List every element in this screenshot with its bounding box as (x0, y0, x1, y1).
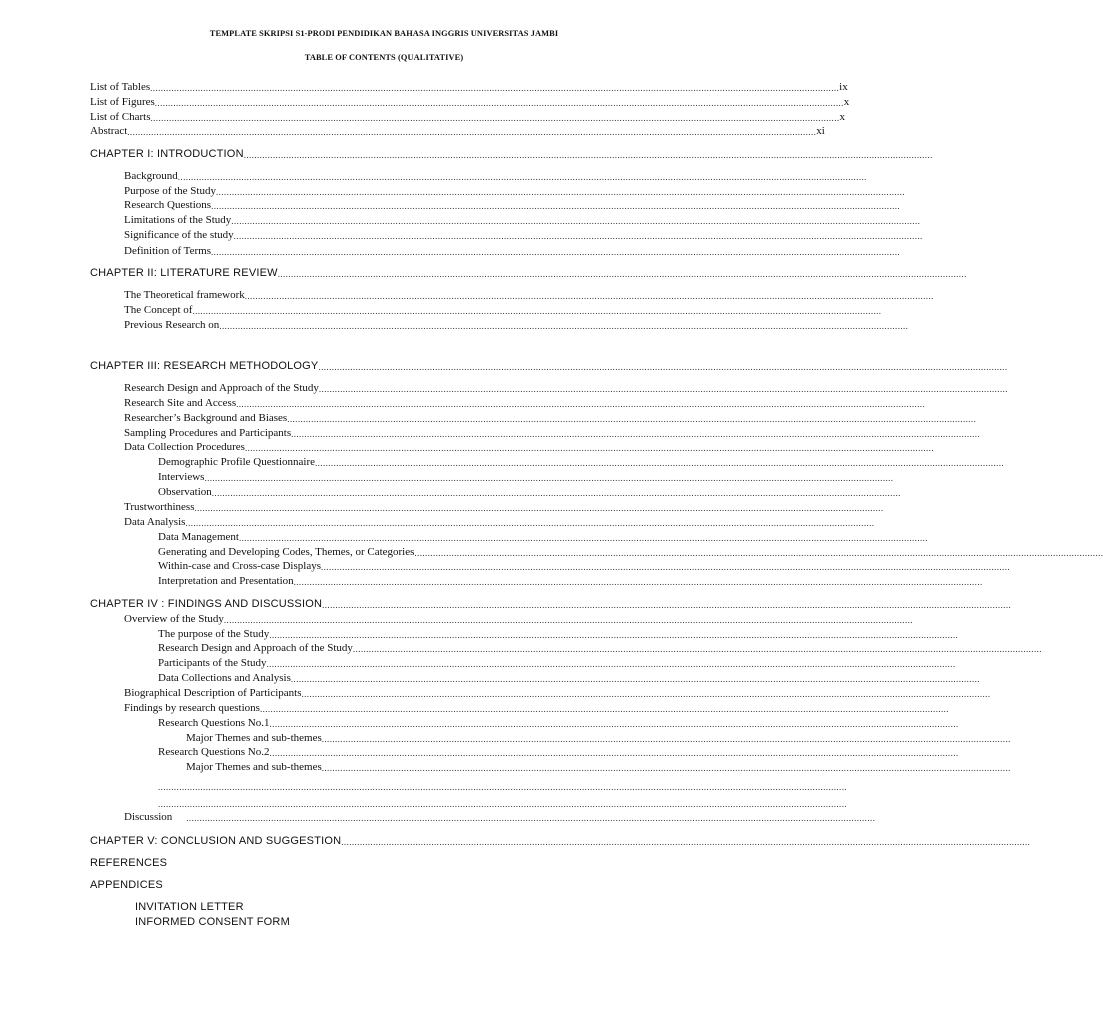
toc-entry-list-of-charts: List of Charts .................................................................................................................................................................................................................................................................... x (90, 111, 845, 123)
toc-entry-list-of-figures: List of Figures .................................................................................................................................................................................................................................................................... x (90, 96, 850, 108)
dot-leader: .................................................................................................................................................................................................................................................................... (236, 399, 926, 409)
toc-entry: Researcher’s Background and Biases .................................................................................................................................................................................................................................................................... (124, 412, 977, 424)
toc-entry: Observation .................................................................................................................................................................................................................................................................... (158, 486, 901, 498)
toc-references: REFERENCES (90, 857, 168, 869)
dot-leader: .................................................................................................................................................................................................................................................................... (150, 113, 840, 123)
dot-leader: .................................................................................................................................................................................................................................................................... (293, 577, 983, 587)
toc-chapter-2: CHAPTER II: LITERATURE REVIEW .................................................................................................................................................................................................................................................................... (90, 267, 967, 279)
toc-entry: Biographical Description of Participants .................................................................................................................................................................................................................................................................... (124, 687, 991, 699)
toc-entry: Purpose of the Study .................................................................................................................................................................................................................................................................... (124, 185, 905, 197)
toc-entry: The Theoretical framework .................................................................................................................................................................................................................................................................... (124, 289, 934, 301)
dot-leader: .................................................................................................................................................................................................................................................................... (269, 630, 959, 640)
toc-entry: Research Design and Approach of the Study .................................................................................................................................................................................................................................................................... (124, 382, 1008, 394)
toc-entry: Data Collections and Analysis .................................................................................................................................................................................................................................................................... (158, 672, 980, 684)
toc-entry: Major Themes and sub-themes .................................................................................................................................................................................................................................................................... (186, 761, 1011, 773)
dot-leader: .................................................................................................................................................................................................................................................................... (287, 414, 977, 424)
dot-leader: .................................................................................................................................................................................................................................................................... (223, 615, 913, 625)
dot-leader: .................................................................................................................................................................................................................................................................... (158, 782, 847, 792)
dot-leader: .................................................................................................................................................................................................................................................................... (321, 763, 1011, 773)
toc-entry-blank (158, 796, 847, 811)
dot-leader: .................................................................................................................................................................................................................................................................... (185, 518, 875, 528)
toc-entry: Generating and Developing Codes, Themes, or Categories .................................................................................................................................................................................................................................................................... (158, 546, 1103, 558)
dot-leader: .................................................................................................................................................................................................................................................................... (192, 306, 882, 316)
dot-leader: .................................................................................................................................................................................................................................................................... (269, 719, 959, 729)
toc-entry-list-of-tables: List of Tables .................................................................................................................................................................................................................................................................... ix (90, 81, 848, 93)
dot-leader: .................................................................................................................................................................................................................................................................... (211, 488, 901, 498)
dot-leader: .................................................................................................................................................................................................................................................................... (290, 674, 980, 684)
dot-leader: .................................................................................................................................................................................................................................................................... (238, 533, 928, 543)
dot-leader: .................................................................................................................................................................................................................................................................... (244, 443, 934, 453)
dot-leader: .................................................................................................................................................................................................................................................................... (177, 172, 867, 182)
dot-leader: .................................................................................................................................................................................................................................................................... (414, 548, 1103, 558)
dot-leader: .................................................................................................................................................................................................................................................................... (150, 83, 840, 93)
dot-leader: .................................................................................................................................................................................................................................................................... (219, 321, 909, 331)
dot-leader: .................................................................................................................................................................................................................................................................... (127, 127, 817, 137)
dot-leader: .................................................................................................................................................................................................................................................................... (215, 187, 905, 197)
toc-chapter-5: CHAPTER V: CONCLUSION AND SUGGESTION .................................................................................................................................................................................................................................................................... (90, 835, 1031, 847)
dot-leader: .................................................................................................................................................................................................................................................................... (318, 384, 1008, 394)
toc-entry: Research Design and Approach of the Study .................................................................................................................................................................................................................................................................... (158, 642, 1042, 654)
dot-leader: .................................................................................................................................................................................................................................................................... (243, 150, 933, 160)
document-header: TEMPLATE SKRIPSI S1-PRODI PENDIDIKAN BAHASA INGGRIS UNIVERSITAS JAMBI (209, 29, 559, 38)
dot-leader: .................................................................................................................................................................................................................................................................... (244, 291, 934, 301)
toc-entry: Data Collection Procedures .................................................................................................................................................................................................................................................................... (124, 441, 934, 453)
dot-leader: .................................................................................................................................................................................................................................................................... (352, 644, 1042, 654)
dot-leader: .................................................................................................................................................................................................................................................................... (266, 659, 956, 669)
dot-leader: .................................................................................................................................................................................................................................................................... (233, 231, 923, 241)
toc-entry: Major Themes and sub-themes .................................................................................................................................................................................................................................................................... (186, 732, 1011, 744)
toc-entry: Research Questions .................................................................................................................................................................................................................................................................... (124, 199, 901, 211)
dot-leader: .................................................................................................................................................................................................................................................................... (318, 362, 1008, 372)
dot-leader: .................................................................................................................................................................................................................................................................... (321, 734, 1011, 744)
toc-entry: Within-case and Cross-case Displays .................................................................................................................................................................................................................................................................... (158, 560, 1010, 572)
toc-entry: Significance of the study .................................................................................................................................................................................................................................................................... (124, 229, 923, 241)
dot-leader: .................................................................................................................................................................................................................................................................... (322, 600, 1012, 610)
toc-entry: Background .................................................................................................................................................................................................................................................................... (124, 170, 867, 182)
toc-entry: Research Questions No.2 .................................................................................................................................................................................................................................................................... (158, 746, 959, 758)
dot-leader: .................................................................................................................................................................................................................................................................... (301, 689, 991, 699)
dot-leader: .................................................................................................................................................................................................................................................................... (315, 458, 1005, 468)
toc-entry: Research Questions No.1 .................................................................................................................................................................................................................................................................... (158, 717, 959, 729)
toc-chapter-3: CHAPTER III: RESEARCH METHODOLOGY .................................................................................................................................................................................................................................................................... (90, 360, 1008, 372)
toc-title: TABLE OF CONTENTS (QUALITATIVE) (304, 53, 464, 62)
toc-appendix-invitation-letter: INVITATION LETTER (135, 901, 244, 913)
dot-leader: .................................................................................................................................................................................................................................................................... (158, 799, 847, 809)
toc-appendices: APPENDICES (90, 879, 163, 891)
dot-leader: .................................................................................................................................................................................................................................................................... (154, 98, 844, 108)
dot-leader: .................................................................................................................................................................................................................................................................... (259, 704, 949, 714)
toc-entry: Trustworthiness .................................................................................................................................................................................................................................................................... (124, 501, 884, 513)
dot-leader: .................................................................................................................................................................................................................................................................... (211, 247, 901, 257)
toc-entry: Data Analysis .................................................................................................................................................................................................................................................................... (124, 516, 875, 528)
toc-entry: Findings by research questions .................................................................................................................................................................................................................................................................... (124, 702, 949, 714)
dot-leader: .................................................................................................................................................................................................................................................................... (186, 813, 876, 823)
toc-appendix-informed-consent: INFORMED CONSENT FORM (135, 916, 290, 928)
toc-entry: Interpretation and Presentation .................................................................................................................................................................................................................................................................... (158, 575, 983, 587)
dot-leader: .................................................................................................................................................................................................................................................................... (211, 201, 901, 211)
toc-entry: Data Management .................................................................................................................................................................................................................................................................... (158, 531, 928, 543)
toc-entry: The Concept of .................................................................................................................................................................................................................................................................... (124, 304, 882, 316)
dot-leader: .................................................................................................................................................................................................................................................................... (269, 748, 959, 758)
dot-leader: .................................................................................................................................................................................................................................................................... (204, 473, 894, 483)
toc-chapter-4: CHAPTER IV : FINDINGS AND DISCUSSION .................................................................................................................................................................................................................................................................... (90, 598, 1012, 610)
toc-entry: The purpose of the Study .................................................................................................................................................................................................................................................................... (158, 628, 959, 640)
toc-entry: Demographic Profile Questionnaire .................................................................................................................................................................................................................................................................... (158, 456, 1005, 468)
dot-leader: .................................................................................................................................................................................................................................................................... (291, 429, 981, 439)
toc-entry-blank (158, 779, 847, 794)
toc-entry: Overview of the Study .................................................................................................................................................................................................................................................................... (124, 613, 913, 625)
dot-leader: .................................................................................................................................................................................................................................................................... (341, 837, 1031, 847)
toc-entry: Previous Research on .................................................................................................................................................................................................................................................................... (124, 319, 909, 331)
dot-leader: .................................................................................................................................................................................................................................................................... (194, 503, 884, 513)
toc-entry: Sampling Procedures and Participants .................................................................................................................................................................................................................................................................... (124, 427, 981, 439)
toc-entry: Definition of Terms .................................................................................................................................................................................................................................................................... (124, 245, 901, 257)
toc-entry-discussion: Discussion .................................................................................................................................................................................................................................................................... (124, 811, 876, 823)
toc-entry: Participants of the Study .................................................................................................................................................................................................................................................................... (158, 657, 956, 669)
dot-leader: .................................................................................................................................................................................................................................................................... (277, 269, 967, 279)
toc-entry-abstract: Abstract .................................................................................................................................................................................................................................................................... xi (90, 125, 825, 137)
toc-entry: Limitations of the Study .................................................................................................................................................................................................................................................................... (124, 214, 921, 226)
dot-leader: .................................................................................................................................................................................................................................................................... (321, 562, 1010, 572)
dot-leader: .................................................................................................................................................................................................................................................................... (231, 216, 921, 226)
toc-chapter-1: CHAPTER I: INTRODUCTION .................................................................................................................................................................................................................................................................... (90, 148, 933, 160)
toc-entry: Interviews .................................................................................................................................................................................................................................................................... (158, 471, 894, 483)
toc-entry: Research Site and Access .................................................................................................................................................................................................................................................................... (124, 397, 926, 409)
